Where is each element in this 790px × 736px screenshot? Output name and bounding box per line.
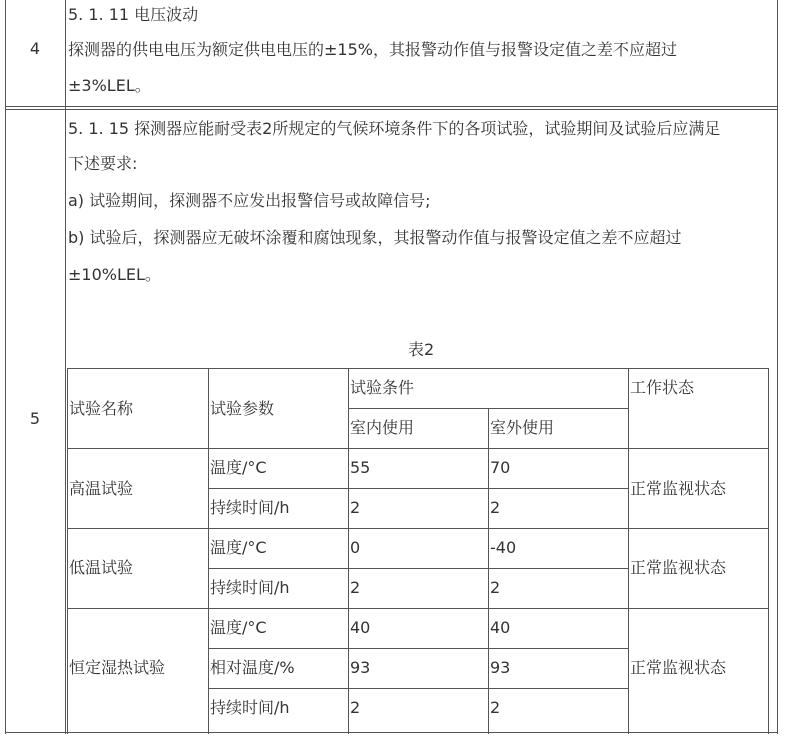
indoor-value: 2: [350, 578, 361, 597]
indoor-value: 0: [350, 538, 361, 557]
table-line: [208, 648, 628, 649]
table-caption: 表2: [408, 340, 435, 359]
outer-divider-vertical: [65, 0, 66, 734]
table-border-left: [67, 368, 68, 734]
table-line: [488, 408, 489, 734]
test-name: 恒定湿热试验: [69, 658, 166, 677]
outer-bottom-border: [5, 732, 778, 733]
clause-item-a: a) 试验期间，探测器不应发出报警信号或故障信号;: [68, 191, 431, 210]
outdoor-value: 40: [490, 618, 511, 637]
table-line: [208, 688, 628, 689]
header-indoor: 室内使用: [350, 418, 415, 437]
indoor-value: 2: [350, 498, 361, 517]
test-param: 温度/°C: [210, 538, 267, 557]
outdoor-value: 2: [490, 698, 501, 717]
outdoor-value: 2: [490, 578, 501, 597]
header-test-name: 试验名称: [69, 399, 134, 418]
test-name: 高温试验: [69, 479, 134, 498]
header-work-state: 工作状态: [630, 378, 695, 397]
table-line: [67, 528, 769, 529]
header-outdoor: 室外使用: [490, 418, 555, 437]
table-line: [628, 368, 629, 734]
indoor-value: 40: [350, 618, 371, 637]
work-state: 正常监视状态: [630, 658, 727, 677]
clause-text: ±3%LEL。: [68, 76, 151, 95]
outer-right-border: [777, 0, 778, 734]
header-test-param: 试验参数: [210, 399, 275, 418]
row-divider: [5, 109, 778, 110]
indoor-value: 55: [350, 458, 371, 477]
table-border-top: [67, 368, 769, 369]
clause-heading: 5. 1. 11 电压波动: [68, 5, 199, 24]
work-state: 正常监视状态: [630, 558, 727, 577]
work-state: 正常监视状态: [630, 479, 727, 498]
indoor-value: 2: [350, 698, 361, 717]
row-number: 4: [29, 39, 41, 58]
test-param: 持续时间/h: [210, 578, 290, 597]
table-line: [208, 568, 628, 569]
outdoor-value: 93: [490, 658, 511, 677]
outdoor-value: 70: [490, 458, 511, 477]
clause-text: ±10%LEL。: [68, 265, 161, 284]
table-line: [67, 448, 769, 449]
clause-heading: 5. 1. 15 探测器应能耐受表2所规定的气候环境条件下的各项试验，试验期间及试验后应满足: [68, 119, 721, 138]
table-line: [208, 368, 209, 734]
test-param: 持续时间/h: [210, 498, 290, 517]
clause-item-b: b) 试验后，探测器应无破坏涂覆和腐蚀现象，其报警动作值与报警设定值之差不应超过: [68, 228, 682, 247]
table-line: [348, 368, 349, 734]
outdoor-value: -40: [490, 538, 517, 557]
test-name: 低温试验: [69, 558, 134, 577]
table-line: [208, 488, 628, 489]
outdoor-value: 2: [490, 498, 501, 517]
table-border-right: [768, 368, 769, 734]
row-divider: [5, 106, 778, 107]
test-param: 温度/°C: [210, 458, 267, 477]
clause-text: 下述要求:: [68, 154, 138, 173]
indoor-value: 93: [350, 658, 371, 677]
test-param: 持续时间/h: [210, 698, 290, 717]
header-test-conditions: 试验条件: [350, 378, 415, 397]
clause-text: 探测器的供电电压为额定供电电压的±15%，其报警动作值与报警设定值之差不应超过: [68, 40, 677, 59]
row-number: 5: [29, 409, 41, 428]
table-line: [67, 608, 769, 609]
test-param: 相对温度/%: [210, 658, 295, 677]
test-param: 温度/°C: [210, 618, 267, 637]
outer-left-border: [5, 0, 6, 734]
